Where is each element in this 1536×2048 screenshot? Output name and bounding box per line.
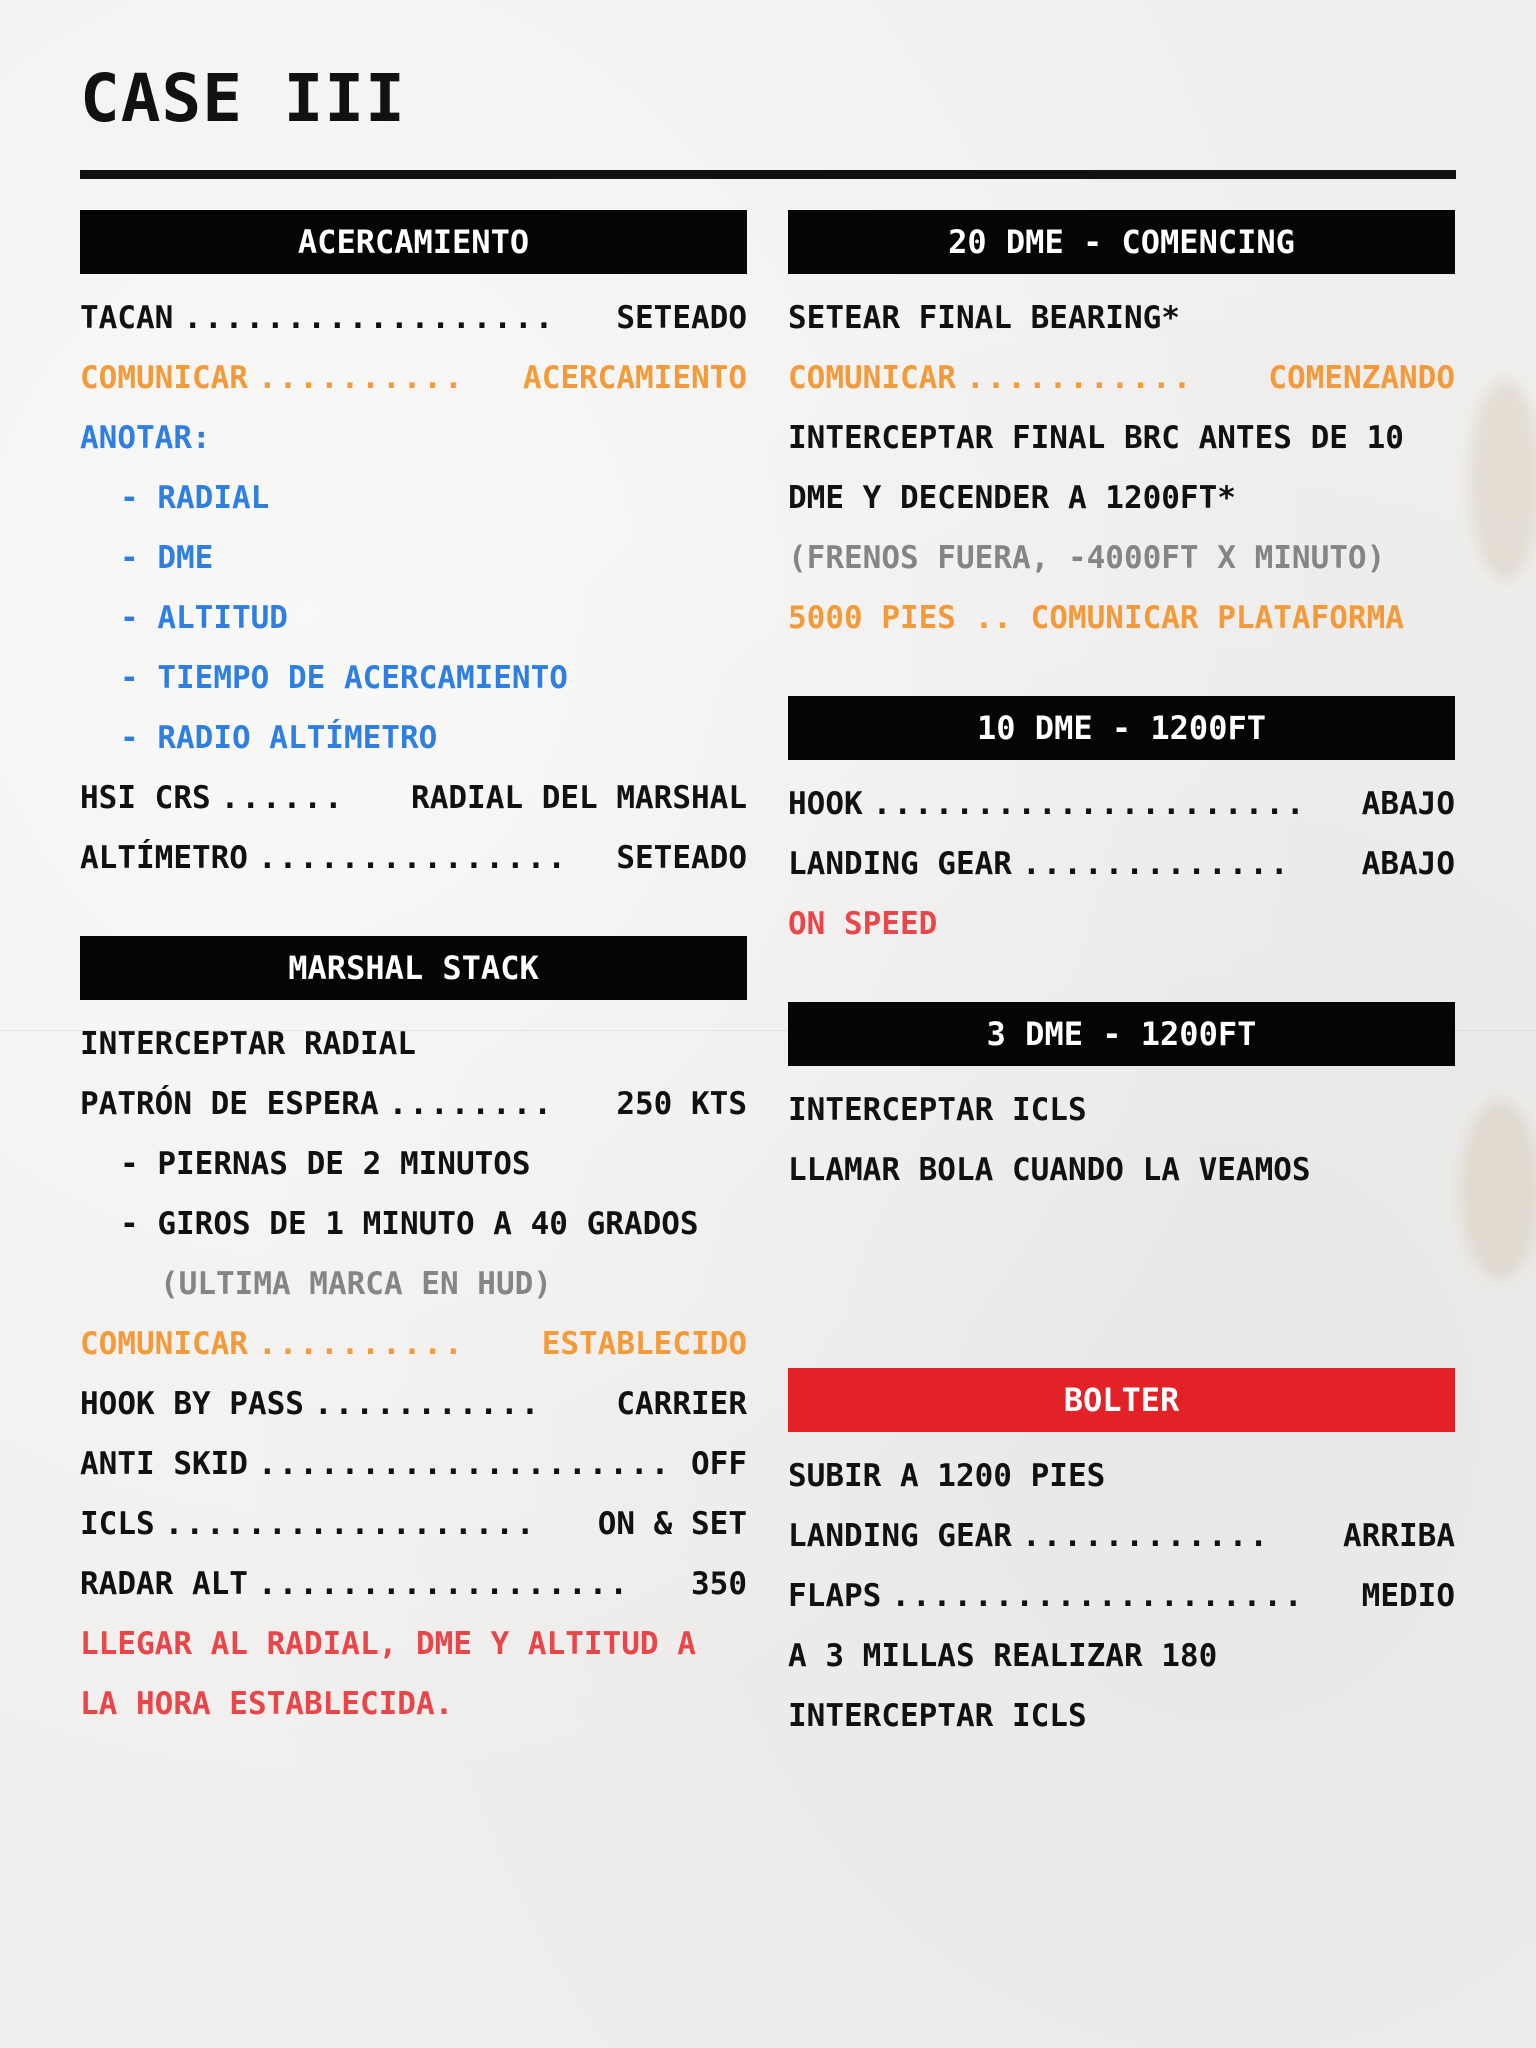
anotar-item: - DME [120,540,214,576]
leader-dots: ............. [1021,846,1291,882]
dme3-llamar-bola: LLAMAR BOLA CUANDO LA VEAMOS [788,1152,1311,1188]
paper-stain [1470,380,1536,580]
checklist-item-icls [80,1494,747,1554]
dme20-5000-pies: 5000 PIES .. COMUNICAR PLATAFORMA [788,600,1404,636]
checklist-item-altimetro [80,828,747,888]
section-header-10-dme: 10 DME - 1200FT [788,696,1455,760]
item-value: ABAJO [1361,846,1455,882]
item-value: SETEADO [616,300,747,336]
anotar-item: - ALTITUD [120,600,288,636]
checklist-item-landing-gear-up [788,1506,1455,1566]
item-value: ACERCAMIENTO [523,360,747,396]
item-label: COMUNICAR [80,360,248,396]
leader-dots: .................... [257,1446,672,1482]
checklist-item-anti-skid [80,1434,747,1494]
dme3-interceptar-icls: INTERCEPTAR ICLS [788,1092,1087,1128]
leader-dots: ............... [257,840,568,876]
right-column [788,210,1455,1746]
checklist-item-landing-gear-down [788,834,1455,894]
checklist-item-hsi-crs [80,768,747,828]
section-header-marshal-stack: MARSHAL STACK [80,936,747,1000]
item-label: RADAR ALT [80,1566,248,1602]
dme20-setear-final-bearing: SETEAR FINAL BEARING* [788,300,1180,336]
dme10-on-speed: ON SPEED [788,906,938,942]
leader-dots: ........... [313,1386,542,1422]
dme20-frenos-note: (FRENOS FUERA, -4000FT X MINUTO) [788,540,1386,576]
checklist-item-hook-bypass [80,1374,747,1434]
item-value: CARRIER [616,1386,747,1422]
item-value: ON & SET [597,1506,747,1542]
item-value: 250 KTS [616,1086,747,1122]
item-label: FLAPS [788,1578,882,1614]
bolter-a-3-millas: A 3 MILLAS REALIZAR 180 [788,1638,1218,1674]
item-label: COMUNICAR [80,1326,248,1362]
item-label: HOOK BY PASS [80,1386,304,1422]
leader-dots: .......... [257,1326,465,1362]
anotar-item: - RADIO ALTÍMETRO [120,720,438,756]
checklist-item-comunicar-establecido [80,1314,747,1374]
item-label: PATRÓN DE ESPERA [80,1086,379,1122]
left-column [80,210,747,1734]
item-label: TACAN [80,300,174,336]
dme20-interceptar-line-2: DME Y DECENDER A 1200FT* [788,480,1236,516]
section-header-acercamiento: ACERCAMIENTO [80,210,747,274]
leader-dots: ............ [1021,1518,1270,1554]
item-value: ESTABLECIDO [541,1326,747,1362]
anotar-item: - RADIAL [120,480,270,516]
item-value: MEDIO [1361,1578,1455,1614]
marshal-llegar-line-2: LA HORA ESTABLECIDA. [80,1686,454,1722]
item-value: RADIAL DEL MARSHAL [411,780,747,816]
item-label: HSI CRS [80,780,211,816]
marshal-giros: - GIROS DE 1 MINUTO A 40 GRADOS [120,1206,699,1242]
marshal-interceptar-radial: INTERCEPTAR RADIAL [80,1026,416,1062]
checklist-item-hook [788,774,1455,834]
marshal-llegar-line-1: LLEGAR AL RADIAL, DME Y ALTITUD A [80,1626,696,1662]
item-value: SETEADO [616,840,747,876]
leader-dots: .................. [257,1566,630,1602]
section-header-bolter: BOLTER [788,1368,1455,1432]
bolter-interceptar-icls: INTERCEPTAR ICLS [788,1698,1087,1734]
item-label: ALTÍMETRO [80,840,248,876]
item-label: COMUNICAR [788,360,956,396]
item-value: 350 [691,1566,747,1602]
item-label: HOOK [788,786,863,822]
checklist-item-tacan [80,288,747,348]
leader-dots: .................. [183,300,556,336]
leader-dots: ..................... [872,786,1307,822]
leader-dots: .................... [891,1578,1305,1614]
marshal-ultima-marca: (ULTIMA MARCA EN HUD) [160,1266,552,1302]
leader-dots: ........... [965,360,1194,396]
checklist-item-radar-alt [80,1554,747,1614]
checklist-item-flaps [788,1566,1455,1626]
leader-dots: ........ [388,1086,554,1122]
item-label: LANDING GEAR [788,1518,1012,1554]
section-header-3-dme: 3 DME - 1200FT [788,1002,1455,1066]
bolter-subir: SUBIR A 1200 PIES [788,1458,1106,1494]
item-value: ARRIBA [1343,1518,1455,1554]
item-label: ANTI SKID [80,1446,248,1482]
item-value: COMENZANDO [1268,360,1455,396]
anotar-heading: ANOTAR: [80,420,211,456]
leader-dots: ...... [220,780,345,816]
page-title: CASE III [80,60,406,137]
paper-stain [1460,1100,1536,1280]
item-value: OFF [691,1446,747,1482]
item-label: ICLS [80,1506,155,1542]
checklist-item-patron [80,1074,747,1134]
section-header-20-dme: 20 DME - COMENCING [788,210,1455,274]
item-label: LANDING GEAR [788,846,1012,882]
title-divider [80,170,1456,179]
item-value: ABAJO [1361,786,1455,822]
leader-dots: .................. [164,1506,537,1542]
dme20-interceptar-line-1: INTERCEPTAR FINAL BRC ANTES DE 10 [788,420,1404,456]
checklist-item-comunicar [80,348,747,408]
checklist-item-comunicar-comenzando [788,348,1455,408]
leader-dots: .......... [257,360,465,396]
marshal-piernas: - PIERNAS DE 2 MINUTOS [120,1146,531,1182]
anotar-item: - TIEMPO DE ACERCAMIENTO [120,660,568,696]
